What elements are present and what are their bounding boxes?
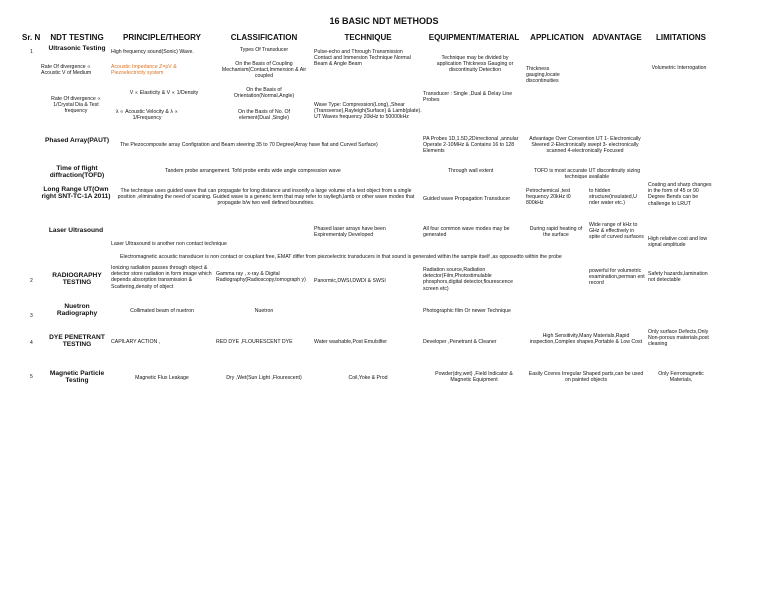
paut-advantage: Advantage Over Convention UT 1- Electronically Steered 2-Electronically swept 3- electronically scanned 4-electronically Focused — [529, 136, 641, 155]
ndt-phased-array: Phased Array(PAUT) — [44, 137, 110, 144]
ndt-ultrasonic-testing: Ultrasonic Testing — [48, 45, 106, 52]
ut-principle-divergence-diameter: Rate Of divergence ∝ 1/Crystal Dia & Test frequency — [51, 96, 101, 115]
sr-no-2: 2 — [30, 278, 33, 284]
ut-principle-frequency: High frequency sound(Sonic) Wave. — [111, 49, 194, 55]
tofd-advantage: TOFD is most accurate UT discontinuity sizing technique available — [533, 168, 641, 181]
rt-limitations: Safety hazards,lamination not detectable — [648, 271, 708, 284]
sr-no-4: 4 — [30, 340, 33, 346]
ut-principle-impedance: Acoustic Impedance Z=ρV & Piezoelectricity system — [111, 64, 177, 77]
header-principle: PRINCIPLE/THEORY — [123, 33, 201, 42]
nr-principle: Collimated beam of nuetron — [130, 308, 194, 314]
header-advantage: ADVANTAGE — [592, 33, 642, 42]
laser-principle: Laser Ultrasound is another non contact technique — [111, 241, 227, 247]
ut-limitations: Volumetric Interrogation — [651, 65, 707, 71]
nr-equipment: Photographic film Or newer Technique — [423, 308, 511, 314]
header-limitations: LIMITATIONS — [656, 33, 706, 42]
ndt-magnetic-particle-testing: Magnetic Particle Testing — [49, 370, 105, 385]
pt-equipment: Developer ,Penetrant & Cleaner — [423, 339, 497, 345]
ut-class-orientation: On the Basis of Orientation(Normal,Angle) — [233, 87, 295, 100]
ut-class-element: On the Basis of No. Of element(Dual ,Single) — [238, 109, 290, 122]
ut-technique-wave-type: Wave Type: Compression(Long),,Shear (Transverse),Rayleigh(Surface) & Lamb(plate). UT Waves frequency 20kHz to 50000kHz — [314, 102, 422, 121]
header-equipment: EQUIPMENT/MATERIAL — [428, 33, 520, 42]
ut-principle-velocity: V ∝ Elasticity & V ∝ 1/Density — [129, 90, 199, 96]
rt-technique: Panormic,DWSI,DWDI & SWSI — [314, 278, 386, 284]
pt-technique: Water washable,Post Emulsifier — [314, 339, 388, 345]
header-sr-no: Sr. N — [22, 33, 41, 42]
ndt-radiography-testing: RADIOGRAPHY TESTING — [52, 272, 102, 287]
laser-emat-note: Electromagnetic acoustic transducer is non contact or couplant free, EMAT differ from piezoelectric transducers in that sound is generated within the sample itself ,as opposedto within the probe — [120, 254, 562, 260]
header-classification: CLASSIFICATION — [230, 33, 298, 42]
ndt-dye-penetrant-testing: DYE PENETRANT TESTING — [49, 334, 105, 349]
laser-limitations: High relative cost and low signal amplitude — [648, 236, 708, 249]
page-title: 16 BASIC NDT METHODS — [329, 16, 439, 26]
pt-classification: RED DYE ,FLOURESCENT DYE — [216, 339, 293, 345]
laser-equipment: All four common wave modes may be generated — [423, 226, 510, 239]
ut-equipment-transducer: Transducer : Single ,Dual & Delay Line Probes — [423, 91, 513, 104]
tofd-principle: Tandem probe arrangement. Tofd probe emits wide angle compression wave — [165, 168, 341, 174]
ut-application: Thickness gauging,locate discontinuities — [526, 66, 560, 85]
mt-equipment: Powder(dry,wet) ,Field Indicator & Magnetic Equipment — [435, 371, 513, 384]
sr-no-1: 1 — [30, 49, 33, 55]
lrut-advantage: to hidden structure(insulated,U nder water etc.) — [589, 188, 637, 207]
laser-technique: Phased laser arrays have been Expirementaly Developed — [314, 226, 386, 239]
lrut-equipment: Guided wave Propagation Transducer — [423, 196, 511, 202]
sr-no-3: 3 — [30, 313, 33, 319]
header-application: APPLICATION — [530, 33, 584, 42]
mt-classification: Dry ,Wet(Sun Light ,Flourescent) — [226, 375, 302, 381]
mt-principle: Magnetic Flux Leakage — [135, 375, 189, 381]
laser-application: During rapid heating of the surface — [529, 226, 583, 239]
rt-principle: Ionizing radiation passes through object & detector store radiation in form image which depends absorption transmission & Scattering,density of object — [111, 265, 212, 290]
pt-advantage: High Sensitivity,Many Materials,Rapid inspection,Complex shapes,Portable & Low Cost — [529, 333, 643, 346]
mt-limitations: Only Ferromagnetic Materials, — [658, 371, 704, 384]
ut-technique-pulse-echo: Pulse-echo and Through Transmission Contact and Immersion Technique Normal Beam & Angle Beam — [314, 49, 411, 68]
tofd-equipment: Through wall extent — [448, 168, 494, 174]
rt-equipment: Radiation source,Radiation detector(Film,Photostimulable phosphors,digital detector,flourescence screen etc) — [423, 267, 513, 292]
ut-principle-wavelength: λ ∝ Acoustic Velocity & λ ∝ 1/Frequency — [115, 109, 179, 122]
laser-advantage: Wide range of kHz to GHz & effectively in spite of curved surfaces — [589, 222, 644, 241]
ndt-nuetron-radiography: Nuetron Radiography — [56, 303, 98, 318]
pt-limitations: Only surface Defects,Only Non-porous materials,post cleaning — [648, 329, 709, 348]
header-ndt-testing: NDT TESTING — [50, 33, 104, 42]
ndt-laser-ultrasound: Laser Ultrasound — [48, 227, 104, 234]
lrut-limitations: Coating and sharp changes in the form of 45 or 90 Degree Bends can be challenge to LRUT — [648, 182, 712, 207]
ndt-long-range-ut: Long Range UT(Own right SNT-TC-1A 2011) — [41, 186, 111, 201]
ut-class-coupling: On the Basis of Coupling Mechanism(Contact,Immersion & Air coupled — [221, 61, 307, 80]
mt-advantage: Easily Covres Irregular Shaped parts,can be used on painted objects — [528, 371, 644, 384]
ut-principle-divergence-velocity: Rate Of divergence ∝ Acoustic V of Medium — [41, 64, 92, 77]
ut-class-transducer-types: Types Of Transducer — [239, 47, 289, 53]
paut-principle: The Piezocomposite array Configration and Beam steering 35 to 70 Degree(Array have flat and Curved Surface) — [120, 142, 378, 148]
header-technique: TECHNIQUE — [344, 33, 392, 42]
paut-equipment: PA Probes 1D,1.5D,2Dirrectional ,annular Operate 2-10MHz & Contains 16 to 128 Elements — [423, 136, 519, 155]
mt-technique: Coil,Yoke & Prod — [348, 375, 388, 381]
rt-classification: Gamma ray , x-ray & Digital Radiography(Radioscopy,tomograph y) — [216, 271, 306, 284]
sr-no-5: 5 — [30, 374, 33, 380]
rt-advantage: powerful for volumetric examination,perman ent record — [589, 268, 645, 287]
lrut-principle: The technique uses guided wave that can propagate for long distance and insonify a large volume of a test object from a single position ,eliminating the need of scaning. Guided wave is a generic term that may refer to rayliegh,lamb or other wave modes that propagate b/w two well defined boundries. — [117, 188, 415, 207]
ut-equipment-divided: Technique may be divided by application Thickness Gauging or discontinuity Detection — [436, 55, 514, 74]
lrut-application: Petrochemical ,test frequency 20kHz t0 800kHz — [526, 188, 571, 207]
pt-principle: CAPILARY ACTION , — [111, 339, 161, 345]
ndt-tofd: Time of flight diffraction(TOFD) — [49, 165, 105, 180]
nr-classification: Nuetron — [254, 308, 274, 314]
